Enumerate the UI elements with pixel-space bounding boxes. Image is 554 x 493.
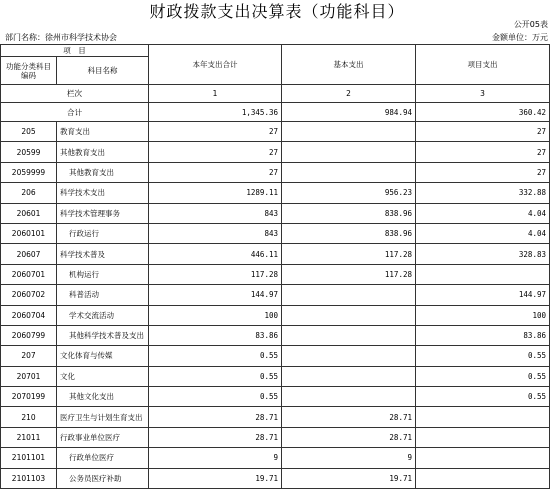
row-name: 科普活动 [57, 285, 149, 305]
row-total: 0.55 [149, 366, 282, 386]
total-basic: 984.94 [282, 103, 416, 122]
row-code: 20607 [1, 244, 57, 264]
row-project [416, 407, 550, 427]
table-row [1, 183, 550, 203]
row-project: 0.55 [416, 366, 550, 386]
col-index-3: 3 [416, 85, 550, 103]
col-index-label: 栏次 [1, 85, 149, 103]
row-name: 科学技术管理事务 [57, 203, 149, 223]
row-name: 科学技术支出 [57, 183, 149, 203]
header-name: 科目名称 [57, 57, 149, 85]
row-basic: 117.28 [282, 264, 416, 284]
row-code: 205 [1, 122, 57, 142]
row-basic: 117.28 [282, 244, 416, 264]
row-basic [282, 346, 416, 366]
row-project [416, 468, 550, 488]
row-project [416, 427, 550, 447]
row-total: 27 [149, 142, 282, 162]
table-row [1, 305, 550, 325]
row-code: 2070199 [1, 387, 57, 407]
row-code: 2060799 [1, 325, 57, 345]
row-basic: 9 [282, 448, 416, 468]
row-project: 27 [416, 122, 550, 142]
row-basic [282, 366, 416, 386]
table-row [1, 346, 550, 366]
row-total: 28.71 [149, 407, 282, 427]
row-name: 其他科学技术普及支出 [57, 325, 149, 345]
row-basic [282, 285, 416, 305]
row-project: 4.04 [416, 203, 550, 223]
col-index-1: 1 [149, 85, 282, 103]
row-project: 27 [416, 162, 550, 182]
row-name: 文化 [57, 366, 149, 386]
form-number: 公开05表 [513, 20, 548, 29]
table-row [1, 244, 550, 264]
row-basic: 28.71 [282, 427, 416, 447]
row-basic [282, 142, 416, 162]
row-project [416, 448, 550, 468]
row-total: 100 [149, 305, 282, 325]
row-code: 20601 [1, 203, 57, 223]
row-project: 100 [416, 305, 550, 325]
department-name: 部门名称：徐州市科学技术协会 [5, 33, 117, 42]
row-total: 843 [149, 223, 282, 243]
total-project: 360.42 [416, 103, 550, 122]
page-title: 财政拨款支出决算表（功能科目） [149, 2, 405, 21]
row-name: 行政运行 [57, 223, 149, 243]
row-project: 27 [416, 142, 550, 162]
row-project: 4.04 [416, 223, 550, 243]
row-total: 843 [149, 203, 282, 223]
table-row [1, 366, 550, 386]
header-code: 功能分类科目编码 [1, 57, 57, 85]
table-row [1, 162, 550, 182]
row-project: 328.83 [416, 244, 550, 264]
row-total: 27 [149, 162, 282, 182]
row-code: 2060702 [1, 285, 57, 305]
row-total: 27 [149, 122, 282, 142]
row-basic: 838.96 [282, 223, 416, 243]
expenditure-table [0, 44, 550, 489]
row-project: 332.88 [416, 183, 550, 203]
row-code: 2060101 [1, 223, 57, 243]
row-name: 医疗卫生与计划生育支出 [57, 407, 149, 427]
row-name: 其他教育支出 [57, 162, 149, 182]
row-project: 144.97 [416, 285, 550, 305]
row-name: 文化体育与传媒 [57, 346, 149, 366]
table-row [1, 223, 550, 243]
amount-unit: 金额单位：万元 [492, 33, 548, 42]
row-code: 21011 [1, 427, 57, 447]
row-basic [282, 325, 416, 345]
header-total: 本年支出合计 [149, 45, 282, 85]
row-name: 其他文化支出 [57, 387, 149, 407]
table-row [1, 448, 550, 468]
table-row [1, 407, 550, 427]
row-project [416, 264, 550, 284]
row-code: 2060704 [1, 305, 57, 325]
row-code: 206 [1, 183, 57, 203]
total-label: 合计 [1, 103, 149, 122]
header-project: 项目支出 [416, 45, 550, 85]
total-amount: 1,345.36 [149, 103, 282, 122]
table-row [1, 427, 550, 447]
row-code: 2059999 [1, 162, 57, 182]
header-items: 项 目 [1, 45, 149, 57]
row-name: 教育支出 [57, 122, 149, 142]
row-code: 207 [1, 346, 57, 366]
row-total: 9 [149, 448, 282, 468]
row-total: 117.28 [149, 264, 282, 284]
table-row [1, 387, 550, 407]
row-total: 83.86 [149, 325, 282, 345]
row-code: 2101101 [1, 448, 57, 468]
row-project: 0.55 [416, 387, 550, 407]
table-row [1, 325, 550, 345]
row-code: 2060701 [1, 264, 57, 284]
row-project: 0.55 [416, 346, 550, 366]
row-code: 20599 [1, 142, 57, 162]
row-basic: 956.23 [282, 183, 416, 203]
row-name: 行政事业单位医疗 [57, 427, 149, 447]
row-total: 1289.11 [149, 183, 282, 203]
row-name: 机构运行 [57, 264, 149, 284]
row-name: 学术交流活动 [57, 305, 149, 325]
row-project: 83.86 [416, 325, 550, 345]
row-total: 28.71 [149, 427, 282, 447]
table-row [1, 264, 550, 284]
table-row [1, 285, 550, 305]
row-total: 144.97 [149, 285, 282, 305]
row-total: 19.71 [149, 468, 282, 488]
row-basic: 838.96 [282, 203, 416, 223]
row-total: 446.11 [149, 244, 282, 264]
row-name: 科学技术普及 [57, 244, 149, 264]
table-row [1, 142, 550, 162]
row-basic [282, 387, 416, 407]
row-total: 0.55 [149, 387, 282, 407]
row-name: 行政单位医疗 [57, 448, 149, 468]
row-name: 公务员医疗补助 [57, 468, 149, 488]
col-index-2: 2 [282, 85, 416, 103]
row-name: 其他教育支出 [57, 142, 149, 162]
row-code: 210 [1, 407, 57, 427]
row-basic [282, 305, 416, 325]
row-basic: 28.71 [282, 407, 416, 427]
table-row [1, 122, 550, 142]
table-row [1, 468, 550, 488]
row-total: 0.55 [149, 346, 282, 366]
row-basic: 19.71 [282, 468, 416, 488]
row-basic [282, 122, 416, 142]
header-basic: 基本支出 [282, 45, 416, 85]
row-basic [282, 162, 416, 182]
row-code: 2101103 [1, 468, 57, 488]
table-row [1, 203, 550, 223]
row-code: 20701 [1, 366, 57, 386]
